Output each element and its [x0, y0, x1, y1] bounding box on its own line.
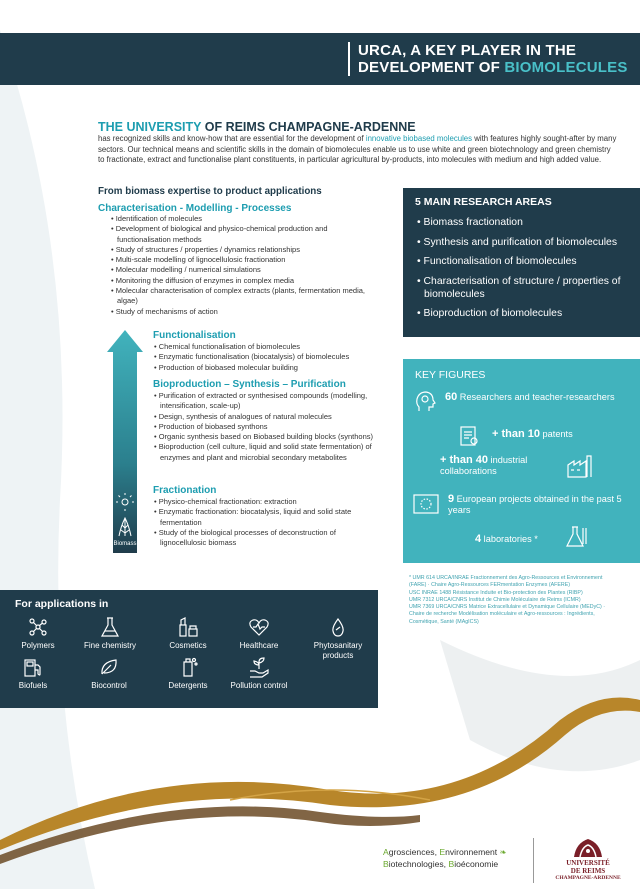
- functionalisation-title: Functionalisation: [153, 330, 236, 341]
- functionalisation-list: [153, 342, 388, 373]
- cosmetics-icon: [177, 616, 199, 638]
- app-phytosanitary: [300, 616, 376, 661]
- list-item: • Physico-chemical fractionation: extraction: [153, 497, 383, 507]
- characterisation-list: [110, 214, 365, 317]
- footer-divider: [533, 838, 534, 883]
- figure-researchers: [445, 392, 635, 403]
- lab-flask-icon: [563, 524, 589, 550]
- list-item: • Multi-scale modelling of lignocellulosic fractionation: [110, 255, 365, 265]
- app-polymers: [0, 616, 76, 651]
- research-areas-panel: [403, 188, 640, 337]
- tagline-letter: B: [383, 859, 389, 869]
- researcher-head-icon: [413, 389, 437, 413]
- characterisation-title: Characterisation - Modelling - Processes: [98, 203, 292, 214]
- small-leaf-icon: ❧: [497, 847, 507, 857]
- figure-laboratories: [475, 534, 575, 545]
- intro-title-b: OF REIMS CHAMPAGNE-ARDENNE: [201, 120, 416, 134]
- app-detergents: [150, 656, 226, 691]
- app-pollution-control: [221, 656, 297, 691]
- app-label: Phytosanitary products: [313, 641, 363, 660]
- list-item: • Enzymatic fractionation: biocatalysis, liquid and solid state fermentation: [153, 507, 383, 528]
- intro-text-a: has recognized skills and know-how that are essential for the development of: [98, 134, 366, 143]
- eu-flag-icon: [413, 494, 439, 514]
- list-item: • Production of biobased synthons: [153, 422, 385, 432]
- key-figures-title: KEY FIGURES: [415, 369, 486, 381]
- intro-title-a: THE UNIVERSITY: [98, 120, 202, 134]
- leaf-icon: [98, 656, 120, 678]
- figure-text: laboratories *: [481, 534, 538, 544]
- figure-number: + than 40: [440, 454, 488, 466]
- app-healthcare: [221, 616, 297, 651]
- app-label: Healthcare: [239, 641, 279, 650]
- intro-text-b: with features highly sought-after by many sectors. Our technical means and scientific skills in the domain of biomolecules enable us to use white and green biotechnology and green chemistry to fractionate, extract and functionalise plant constituents, in particular agricultural by-products, into molecules with medium and high added value.: [98, 134, 617, 164]
- fractionation-title: Fractionation: [153, 485, 217, 496]
- list-item: • Production of biobased molecular building: [153, 363, 388, 373]
- list-item: • Enzymatic functionalisation (biocatalysis) of biomolecules: [153, 352, 388, 362]
- applications-panel: [0, 590, 378, 708]
- list-item: • Development of biological and physico-chemical production and functionalisation methods: [110, 224, 365, 245]
- flask-icon: [99, 616, 121, 638]
- tagline-word: nvironnement: [445, 847, 498, 857]
- applications-title: For applications in: [15, 598, 109, 610]
- app-label: Detergents: [168, 681, 208, 690]
- polymer-icon: [27, 616, 49, 638]
- figure-number: + than 10: [492, 428, 540, 440]
- list-item: • Molecular characterisation of complex extracts (plants, fermentation media, algae): [110, 286, 365, 307]
- app-label: Cosmetics: [169, 641, 207, 650]
- footnote: UMR 7312 URCA/CNRS Institut de Chimie Moléculaire de Reims (ICMR): [409, 596, 581, 603]
- app-fine-chemistry: [72, 616, 148, 651]
- footnote: * UMR 614 URCA/INRAE Fractionnement des Agro-Ressources et Environnement (FARE) · Chaire Agro-Ressources FERmentation Enzymes (AFERE): [409, 575, 603, 589]
- research-area-item: • Bioproduction of biomolecules: [416, 307, 636, 320]
- figure-text: Researchers and teacher-researchers: [457, 392, 615, 402]
- footnotes: [409, 575, 619, 626]
- logo-line: UNIVERSITÉ: [566, 859, 610, 867]
- page-title-line1: URCA, A KEY PLAYER IN THE: [358, 42, 577, 59]
- heart-icon: [248, 616, 270, 638]
- app-label: Fine chemistry: [83, 641, 136, 650]
- university-logo-text: [548, 860, 628, 883]
- figure-number: 4: [475, 533, 482, 545]
- fuel-pump-icon: [22, 656, 44, 678]
- tagline-word: grosciences,: [388, 847, 440, 857]
- app-label: Biofuels: [18, 681, 48, 690]
- plant-hand-icon: [248, 656, 270, 678]
- logo-line: CHAMPAGNE-ARDENNE: [555, 875, 621, 881]
- list-item: • Purification of extracted or synthesised compounds (modelling, intensification, scale-up): [153, 391, 385, 412]
- detergent-icon: [177, 656, 199, 678]
- app-cosmetics: [150, 616, 226, 651]
- list-item: • Study of the biological processes of deconstruction of lignocellulosic biomass: [153, 528, 383, 549]
- intro-text: [98, 134, 618, 166]
- app-label: Pollution control: [230, 681, 288, 690]
- list-item: • Chemical functionalisation of biomolecules: [153, 342, 388, 352]
- tagline-word: ioéconomie: [454, 859, 499, 869]
- figure-number: 60: [445, 391, 458, 403]
- expertise-title: From biomass expertise to product applications: [98, 186, 322, 197]
- tagline-letter: A: [383, 847, 389, 857]
- intro-text-highlight: innovative biobased molecules: [365, 134, 473, 143]
- figure-european-projects: [448, 494, 633, 516]
- page-header: [0, 33, 640, 85]
- tagline-letter: B: [448, 859, 455, 869]
- tagline-line2: [383, 858, 507, 870]
- research-areas-title: 5 MAIN RESEARCH AREAS: [415, 196, 552, 208]
- figure-text: industrial collaborations: [440, 455, 528, 476]
- tagline-line1: [383, 846, 507, 858]
- list-item: • Molecular modelling / numerical simulations: [110, 265, 365, 275]
- logo-line: DE REIMS: [570, 866, 606, 875]
- app-biofuels: [0, 656, 71, 691]
- figure-number: 9: [448, 493, 455, 505]
- university-logo-icon: [572, 837, 604, 859]
- app-label: Polymers: [21, 641, 55, 650]
- tagline-word: iotechnologies,: [388, 859, 449, 869]
- title-part: DEVELOPMENT OF: [358, 59, 505, 76]
- research-area-item: • Biomass fractionation: [416, 216, 636, 229]
- footnote: USC INRAE 1488 Résistance Induite et Bio-protection des Plantes (RIBP): [409, 589, 583, 596]
- research-area-item: • Characterisation of structure / properties of biomolecules: [416, 275, 636, 301]
- droplet-icon: [327, 616, 349, 638]
- bioproduction-list: [153, 391, 385, 463]
- factory-icon: [566, 453, 594, 479]
- app-label: Biocontrol: [91, 681, 127, 690]
- intro-title: [98, 120, 416, 134]
- app-biocontrol: [71, 656, 147, 691]
- figure-text: patents: [540, 429, 573, 439]
- arrow-label: Biomass: [113, 541, 137, 547]
- research-area-item: • Functionalisation of biomolecules: [416, 255, 636, 268]
- list-item: • Organic synthesis based on Biobased building blocks (synthons): [153, 432, 385, 442]
- patent-document-icon: [458, 425, 480, 447]
- fractionation-list: [153, 497, 383, 548]
- list-item: • Bioproduction (cell culture, liquid and solid state fermentation) of enzymes and plant and microbial secondary metabolites: [153, 442, 385, 463]
- footnote: UMR 7369 URCA/CNRS Matrice Extracellulaire et Dynamique Cellulaire (MEDyC) · Chaire de recherche Modélisation moléculaire et Agro-ressources : Ingrédients, Cosmétique, Santé (MAgICS): [409, 604, 606, 625]
- biomass-arrow: [107, 330, 143, 553]
- list-item: • Monitoring the diffusion of enzymes in complex media: [110, 276, 365, 286]
- list-item: • Study of structures / properties / dynamics relationships: [110, 245, 365, 255]
- research-areas-list: [416, 216, 636, 327]
- research-area-item: • Synthesis and purification of biomolecules: [416, 236, 636, 249]
- key-figures-panel: [403, 359, 640, 563]
- title-highlight: BIOMOLECULES: [504, 59, 628, 76]
- header-divider: [348, 42, 350, 76]
- list-item: • Identification of molecules: [110, 214, 365, 224]
- tagline-letter: E: [439, 847, 446, 857]
- figure-collaborations: [440, 455, 565, 477]
- page-title-line2: [358, 59, 628, 76]
- list-item: • Design, synthesis of analogues of natural molecules: [153, 412, 385, 422]
- figure-text: European projects obtained in the past 5 years: [448, 494, 622, 515]
- list-item: • Study of mechanisms of action: [110, 307, 365, 317]
- footer-tagline: [383, 846, 507, 870]
- figure-patents: [492, 429, 632, 440]
- bioproduction-title: Bioproduction – Synthesis – Purification: [153, 379, 346, 390]
